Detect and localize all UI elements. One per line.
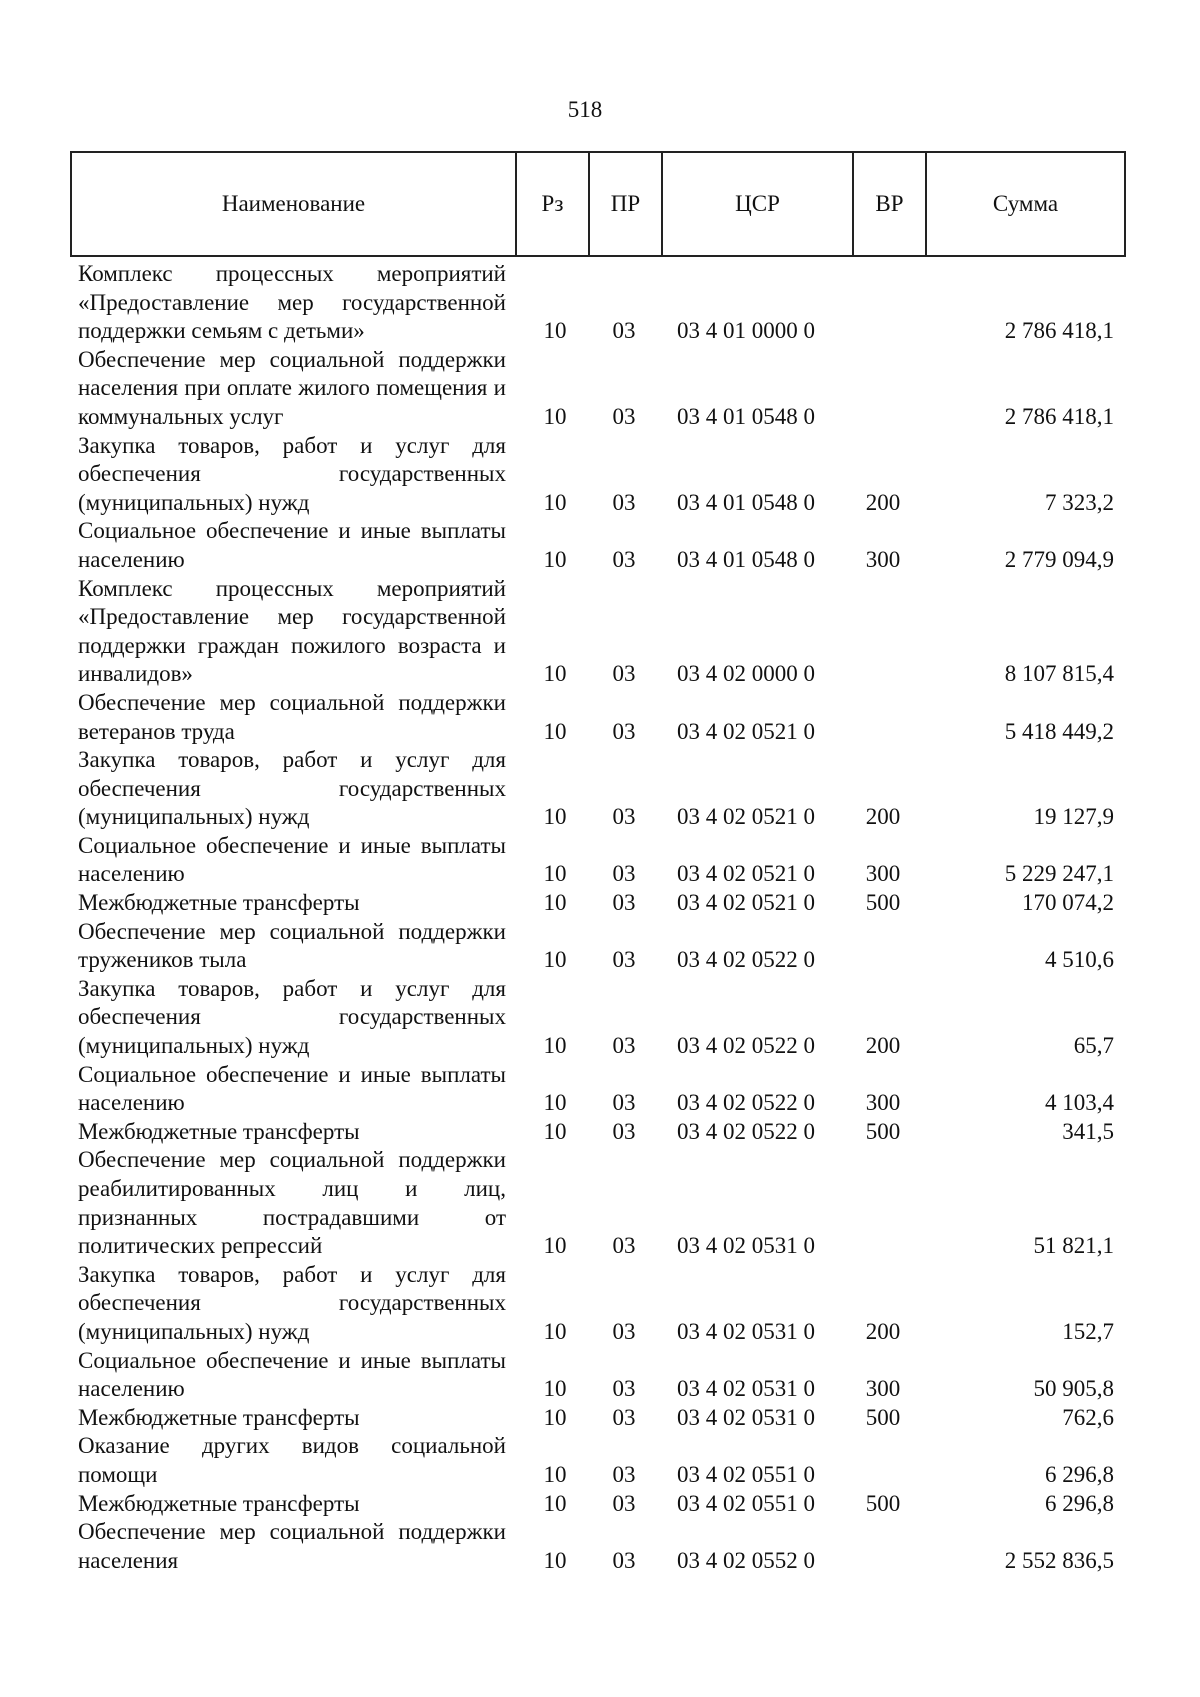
row-pr: 03 [612,718,636,744]
row-name: Обеспечение мер социальной поддержки тружеников тыла [78,918,506,973]
row-csr: 03 4 01 0000 0 [677,318,815,344]
row-csr: 03 4 02 0000 0 [677,661,815,687]
row-vr: 200 [865,804,901,830]
row-vr: 500 [865,890,901,916]
table-row [0,889,1200,918]
row-name: Межбюджетные трансферты [78,1490,360,1516]
row-name: Социальное обеспечение и иные выплаты населению [78,832,506,887]
row-csr: 03 4 02 0522 0 [677,1090,815,1116]
row-sum: 2 786 418,1 [1004,318,1114,344]
table-row [0,1432,1200,1489]
row-csr: 03 4 02 0521 0 [677,861,815,887]
row-name: Оказание других видов социальной помощи [78,1433,506,1487]
row-sum: 19 127,9 [1033,804,1114,830]
row-csr: 03 4 02 0522 0 [677,1118,815,1144]
row-name: Закупка товаров, работ и услуг для обеспечения государственных (муниципальных) нужд [78,432,506,515]
row-rz: 10 [543,1490,567,1516]
row-csr: 03 4 01 0548 0 [677,403,815,429]
row-rz: 10 [543,1461,567,1487]
row-sum: 65,7 [1073,1033,1114,1059]
row-pr: 03 [612,1404,636,1430]
row-pr: 03 [612,1118,636,1144]
row-sum: 7 323,2 [1045,489,1114,515]
row-csr: 03 4 02 0551 0 [677,1461,815,1487]
row-vr: 200 [865,1318,901,1344]
table-row [0,1347,1200,1404]
row-name: Обеспечение мер социальной поддержки населения при оплате жилого помещения и коммунальных услуг [78,346,506,429]
row-vr: 300 [865,1376,901,1402]
row-sum: 2 779 094,9 [1004,546,1114,572]
row-csr: 03 4 02 0531 0 [677,1404,815,1430]
row-pr: 03 [612,318,636,344]
row-rz: 10 [543,947,567,973]
row-pr: 03 [612,489,636,515]
page-number: 518 [567,97,603,122]
table-row [0,1061,1200,1118]
row-name: Обеспечение мер социальной поддержки населения [78,1519,506,1573]
row-rz: 10 [543,489,567,515]
row-vr: 200 [865,489,901,515]
row-rz: 10 [543,1118,567,1144]
row-sum: 50 905,8 [1033,1376,1114,1402]
table-row [0,1404,1200,1433]
row-rz: 10 [543,1233,567,1259]
row-sum: 341,5 [1062,1118,1114,1144]
table-row [0,260,1200,346]
row-csr: 03 4 02 0552 0 [677,1547,815,1573]
header-name: Наименование [72,153,517,255]
row-pr: 03 [612,890,636,916]
header-pr: ПР [590,153,663,255]
row-pr: 03 [612,1547,636,1573]
row-rz: 10 [543,1404,567,1430]
row-sum: 51 821,1 [1033,1233,1114,1259]
row-csr: 03 4 02 0521 0 [677,890,815,916]
row-csr: 03 4 02 0521 0 [677,804,815,830]
row-csr: 03 4 01 0548 0 [677,489,815,515]
row-name: Социальное обеспечение и иные выплаты населению [78,518,506,572]
row-rz: 10 [543,1090,567,1116]
table-row [0,432,1200,518]
table-row [0,832,1200,889]
row-name: Закупка товаров, работ и услуг для обеспечения государственных (муниципальных) нужд [78,975,506,1059]
row-csr: 03 4 01 0548 0 [677,546,815,572]
table-row [0,1518,1200,1575]
table-header [70,151,1126,257]
row-csr: 03 4 02 0531 0 [677,1318,815,1344]
row-sum: 6 296,8 [1045,1461,1114,1487]
row-name: Межбюджетные трансферты [78,1404,360,1430]
row-sum: 6 296,8 [1045,1490,1114,1516]
row-name: Закупка товаров, работ и услуг для обеспечения государственных (муниципальных) нужд [78,1261,506,1344]
row-sum: 4 103,4 [1045,1090,1114,1116]
row-name: Обеспечение мер социальной поддержки ветеранов труда [78,689,506,744]
row-csr: 03 4 02 0522 0 [677,947,815,973]
row-pr: 03 [612,1090,636,1116]
row-sum: 8 107 815,4 [1004,661,1114,687]
table-body [0,260,1200,1575]
row-sum: 4 510,6 [1045,947,1114,973]
table-row [0,975,1200,1061]
row-rz: 10 [543,1547,567,1573]
row-pr: 03 [612,1376,636,1402]
row-rz: 10 [543,1033,567,1059]
row-pr: 03 [612,1318,636,1344]
row-rz: 10 [543,318,567,344]
row-sum: 762,6 [1062,1404,1114,1430]
row-vr: 300 [865,546,901,572]
row-pr: 03 [612,403,636,429]
row-rz: 10 [543,804,567,830]
row-csr: 03 4 02 0522 0 [677,1033,815,1059]
row-pr: 03 [612,1490,636,1516]
row-pr: 03 [612,1461,636,1487]
row-sum: 2 786 418,1 [1004,403,1114,429]
table-row [0,689,1200,746]
row-sum: 5 229 247,1 [1004,861,1114,887]
row-rz: 10 [543,890,567,916]
row-pr: 03 [612,861,636,887]
row-rz: 10 [543,1376,567,1402]
table-row [0,346,1200,432]
row-vr: 300 [865,861,901,887]
row-rz: 10 [543,861,567,887]
row-vr: 500 [865,1490,901,1516]
row-name: Комплекс процессных мероприятий «Предоставление мер государственной поддержки семьям с детьми» [78,261,506,344]
row-csr: 03 4 02 0521 0 [677,718,815,744]
row-rz: 10 [543,403,567,429]
row-sum: 2 552 836,5 [1004,1547,1114,1573]
table-row [0,575,1200,689]
row-name: Обеспечение мер социальной поддержки реабилитированных лиц и лиц, признанных пострадавшими от политических репрессий [78,1147,506,1259]
row-vr: 200 [865,1033,901,1059]
row-csr: 03 4 02 0551 0 [677,1490,815,1516]
row-csr: 03 4 02 0531 0 [677,1233,815,1259]
row-vr: 500 [865,1118,901,1144]
row-sum: 5 418 449,2 [1004,718,1114,744]
row-vr: 500 [865,1404,901,1430]
row-name: Закупка товаров, работ и услуг для обеспечения государственных (муниципальных) нужд [78,747,506,830]
row-rz: 10 [543,546,567,572]
table-row [0,1261,1200,1347]
row-pr: 03 [612,1033,636,1059]
row-pr: 03 [612,804,636,830]
row-rz: 10 [543,661,567,687]
table-row [0,517,1200,574]
row-name: Комплекс процессных мероприятий «Предоставление мер государственной поддержки граждан пожилого возраста и инвалидов» [78,575,506,687]
row-vr: 300 [865,1090,901,1116]
table-row [0,1146,1200,1260]
header-csr: ЦСР [663,153,854,255]
table-row [0,1490,1200,1519]
row-csr: 03 4 02 0531 0 [677,1376,815,1402]
row-name: Межбюджетные трансферты [78,1118,360,1144]
header-rz: Рз [517,153,590,255]
table-row [0,746,1200,832]
row-pr: 03 [612,546,636,572]
table-row [0,918,1200,975]
row-sum: 170 074,2 [1022,890,1114,916]
table-row [0,1118,1200,1147]
row-name: Межбюджетные трансферты [78,890,360,916]
header-vr: ВР [854,153,927,255]
row-pr: 03 [612,947,636,973]
row-name: Социальное обеспечение и иные выплаты населению [78,1347,506,1402]
row-pr: 03 [612,1233,636,1259]
header-sum: Сумма [992,191,1059,216]
row-rz: 10 [543,1318,567,1344]
row-name: Социальное обеспечение и иные выплаты населению [78,1061,506,1116]
row-rz: 10 [543,718,567,744]
row-sum: 152,7 [1062,1318,1114,1344]
row-pr: 03 [612,661,636,687]
